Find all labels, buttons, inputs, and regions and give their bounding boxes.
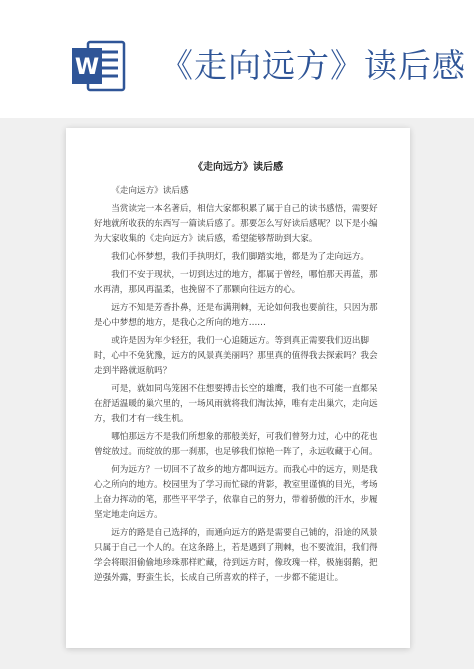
paragraph: 远方不知是芳香扑鼻，还是布满荆棘，无论如何我也要前往，只因为那是心中梦想的地方，是我心之所向的地方……	[94, 303, 378, 328]
paragraph: 哪怕那远方不是我们所想象的那般美好，可我们曾努力过，心中的花也曾绽放过。而绽放的那一刹那，也足够我们惊艳一阵了，永远收藏于心间。	[94, 432, 378, 457]
document-title: 《走向远方》读后感	[193, 162, 283, 173]
document-page	[66, 128, 410, 648]
paragraph: 我们不安于现状，一切到达过的地方，都属于曾经，哪怕那天再蓝，那水再清，那风再温柔，也挽留不了那颗向往远方的心。	[94, 270, 378, 295]
word-document-icon	[72, 38, 126, 94]
paragraph: 或许是因为年少轻狂，我们一心追随远方。等到真正需要我们迈出脚时，心中不免犹豫，远方的风景真美丽吗？那里真的值得我去探索吗？我会走到半路就返航吗？	[94, 336, 378, 376]
document-body	[94, 184, 384, 589]
paragraph: 何为远方？一切回不了故乡的地方都叫远方。而我心中的远方，则是我心之所向的地方。校园里为了学习而忙碌的背影，教室里谨慎的目光，考场上奋力挥动的笔，那些平平学子，依靠自己的努力，带着骄傲的汗水，步履坚定地走向远方。	[94, 465, 378, 520]
paragraph: 我们心怀梦想，我们手执明灯，我们脚踏实地，都是为了走向远方。	[111, 252, 370, 262]
header-banner	[0, 0, 474, 118]
paragraph: 当赏读完一本名著后，相信大家都积累了属于自己的读书感悟，需要好好地就所收获的东西写一篇读后感了。那要怎么写好读后感呢？以下是小编为大家收集的《走向远方》读后感，希望能够帮助到大家。	[94, 204, 378, 244]
paragraph: 可是，就如同鸟笼困不住想要搏击长空的雄鹰，我们也不可能一直都呆在舒适温暖的巢穴里的，一场风雨就将我们淘汰掉，唯有走出巢穴，走向远方，我们才有一线生机。	[94, 384, 378, 424]
svg-text:W: W	[74, 55, 100, 80]
paragraph: 远方的路是自己选择的，而通向远方的路是需要自己铺的，沿途的风景只属于自己一个人的。在这条路上，若是遇到了荆棘，也不要流泪，我们得学会将眼泪偷偷地珍珠那样贮藏，待到远方时，像玫瑰一样，极施弱鹅，把逆强外露，野蛮生长，长成自己所喜欢的样子，一步都不能退让。	[94, 528, 378, 583]
paragraph: 《走向远方》读后感	[111, 186, 189, 196]
header-title: 《走向远方》读后感	[160, 46, 466, 85]
